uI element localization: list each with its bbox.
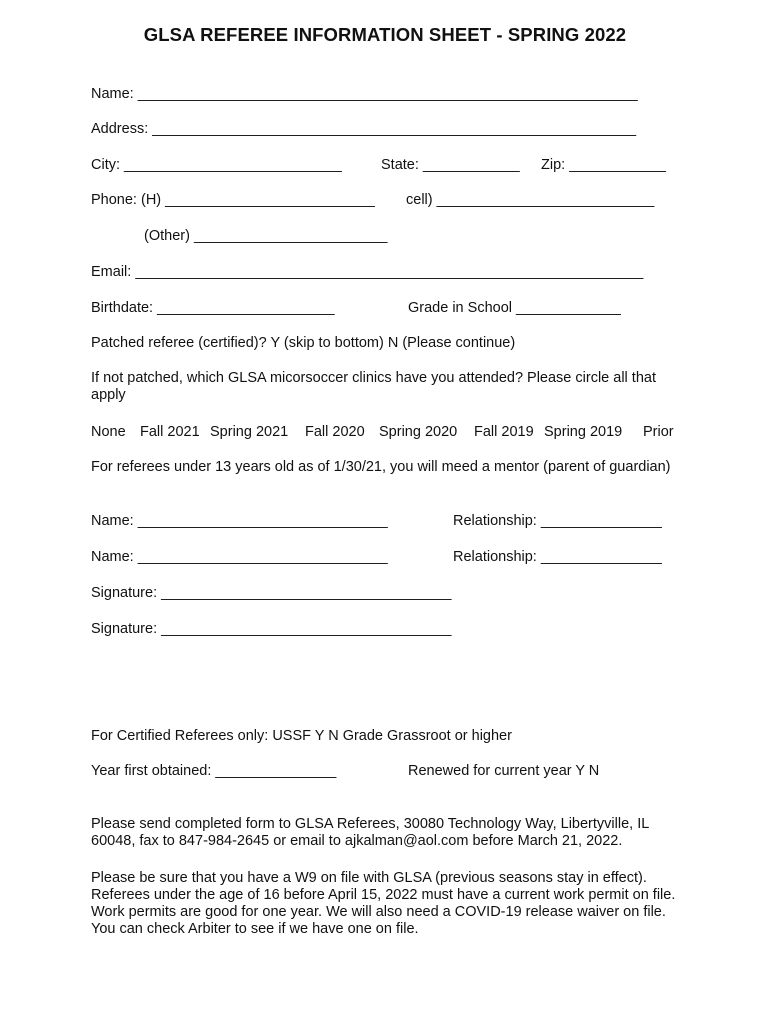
phone-other-field[interactable]: (Other) ________________________ (144, 228, 388, 244)
state-field[interactable]: State: ____________ (381, 157, 520, 173)
send-instructions: Please send completed form to GLSA Referees, 30080 Technology Way, Libertyville, IL 60048, fax to 847-984-2645 or email to ajkalman@aol.com before March 21, 2022. (91, 816, 649, 849)
mentor-name-2-field[interactable]: Name: _______________________________ (91, 549, 388, 565)
w9-note: Please be sure that you have a W9 on file with GLSA (previous seasons stay in effect). Referees under the age of 16 before April 15, 2022 must have a current work permit on file. Work permits are good for one year. We will also need a COVID-19 release waiver on file. You can check Arbiter to see if we have one on file. (91, 870, 676, 937)
clinic-option-spring-2021[interactable]: Spring 2021 (210, 424, 289, 440)
mentor-note: For referees under 13 years old as of 1/30/21, you will meed a mentor (parent of guardian) (91, 459, 671, 475)
mentor-relationship-2-field[interactable]: Relationship: _______________ (453, 549, 662, 565)
signature-2-field[interactable]: Signature: ____________________________________ (91, 621, 452, 637)
name-field[interactable]: Name: ______________________________________________________________ (91, 86, 638, 102)
birthdate-field[interactable]: Birthdate: ______________________ (91, 300, 335, 316)
clinics-question: If not patched, which GLSA micorsoccer clinics have you attended? Please circle all that apply (91, 370, 656, 403)
clinic-option-fall-2021[interactable]: Fall 2021 (140, 424, 200, 440)
signature-1-field[interactable]: Signature: ____________________________________ (91, 585, 452, 601)
city-field[interactable]: City: ___________________________ (91, 157, 342, 173)
renewed-current-year: Renewed for current year Y N (408, 763, 600, 779)
clinic-option-none[interactable]: None (91, 424, 126, 440)
grade-field[interactable]: Grade in School _____________ (408, 300, 621, 316)
phone-home-field[interactable]: Phone: (H) __________________________ (91, 192, 375, 208)
clinic-option-spring-2020[interactable]: Spring 2020 (379, 424, 458, 440)
clinic-option-fall-2020[interactable]: Fall 2020 (305, 424, 365, 440)
email-field[interactable]: Email: _______________________________________________________________ (91, 264, 644, 280)
clinic-option-fall-2019[interactable]: Fall 2019 (474, 424, 534, 440)
year-first-obtained-field[interactable]: Year first obtained: _______________ (91, 763, 337, 779)
clinic-option-prior[interactable]: Prior (643, 424, 674, 440)
cell-field[interactable]: cell) ___________________________ (406, 192, 655, 208)
mentor-name-1-field[interactable]: Name: _______________________________ (91, 513, 388, 529)
clinic-option-spring-2019[interactable]: Spring 2019 (544, 424, 623, 440)
patched-question: Patched referee (certified)? Y (skip to bottom) N (Please continue) (91, 335, 516, 351)
zip-field[interactable]: Zip: ____________ (541, 157, 666, 173)
certified-referees-line: For Certified Referees only: USSF Y N Grade Grassroot or higher (91, 728, 512, 744)
page-title: GLSA REFEREE INFORMATION SHEET - SPRING 2022 (143, 24, 627, 45)
address-field[interactable]: Address: ____________________________________________________________ (91, 121, 637, 137)
mentor-relationship-1-field[interactable]: Relationship: _______________ (453, 513, 662, 529)
